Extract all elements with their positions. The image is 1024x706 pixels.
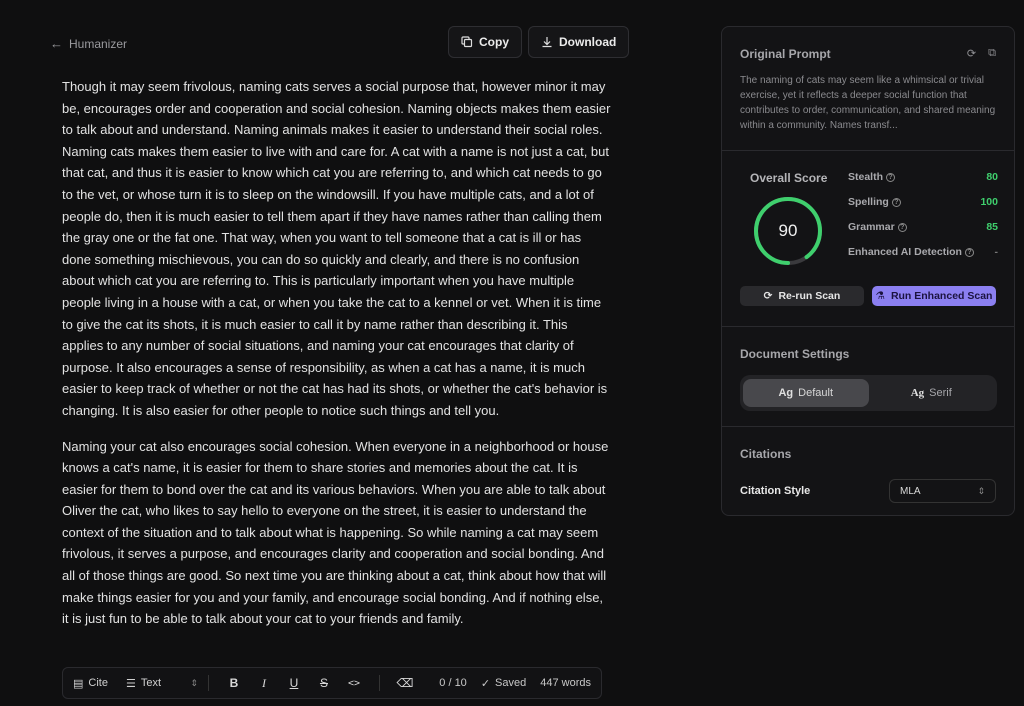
editor-toolbar [62,667,602,699]
citations-title: Citations [740,447,792,461]
metric-value: 85 [986,221,998,233]
download-label: Download [559,35,617,49]
chevron-updown-icon: ⇕ [977,485,985,496]
editor-paragraph: Naming your cat also encourages social cohesion. When everyone in a neighborhood or house knows a cat's name, it is easier for them to share stories and memories about the cat. It is easier for them to bond over the cat and its various behaviors. When you are able to talk about Oliver the cat, who likes to say hello to everyone on the street, it is easier to understand the context of the situation and to talk about what is happening. So while naming a cat may seem frivolous, it serves a purpose, and encourages clarity and cooperation and social bonding. And all of those things are good. So next time you are thinking about a cat, think about how that will make things easier for you and your family, and encourage social bonding. And if nothing else, it is just fun to be able to talk about your cat to your friends and family. [62,438,609,627]
prompt-text: The naming of cats may seem like a whimsical or trivial exercise, yet it reflects a deeper social function that contributes to order, communication, and shared meaning within a community. Names transf... [740,75,996,131]
font-option-default[interactable] [743,379,869,407]
original-prompt-section [722,27,1014,151]
eraser-icon[interactable]: ⌫ [396,676,414,690]
download-icon [541,36,553,48]
side-panel [721,26,1015,516]
citation-style-label: Citation Style [740,485,811,497]
help-icon[interactable]: ? [886,173,895,182]
metric-label: Grammar [848,221,895,233]
toolbar-status [439,677,591,690]
help-icon[interactable]: ? [898,223,907,232]
run-enhanced-scan-button[interactable] [872,286,996,306]
saved-label: Saved [495,677,527,689]
editor-fade [50,640,620,670]
metric-grammar [848,221,998,246]
top-actions [448,26,629,58]
font-segmented-control [740,375,997,411]
document-settings-section [722,327,1014,427]
flask-icon: ⚗ [875,290,885,302]
metric-value: 100 [980,196,998,208]
metric-label: Enhanced AI Detection [848,246,962,258]
copy-button[interactable] [448,26,522,58]
font-glyph: Ag [778,387,794,399]
metrics-list [848,171,998,271]
text-editor[interactable] [62,76,612,664]
text-style-label: Text [140,677,162,689]
saved-status [481,677,526,690]
rerun-scan-button[interactable] [740,286,864,306]
doc-settings-title: Document Settings [740,347,850,361]
text-style-select[interactable] [126,677,198,690]
metric-label: Stealth [848,171,884,183]
prompt-actions [967,47,996,60]
citation-style-select[interactable] [889,479,996,503]
char-counter: 0 / 10 [439,677,467,689]
chevron-updown-icon: ⇕ [190,677,198,688]
arrow-left-icon: ← [50,36,63,51]
score-section [722,151,1014,327]
metric-stealth [848,171,998,196]
metric-value: 80 [986,171,998,183]
back-link[interactable] [50,36,127,51]
font-glyph: Ag [910,387,925,399]
check-icon: ✓ [480,677,491,690]
strikethrough-icon[interactable]: S [319,676,328,690]
code-icon[interactable]: <> [347,677,360,689]
copy-label: Copy [479,35,509,49]
italic-icon[interactable]: I [261,675,266,690]
cite-button[interactable] [73,677,108,690]
toolbar-divider [208,675,209,691]
help-icon[interactable]: ? [892,198,901,207]
metric-enhanced-ai-detection [848,246,998,271]
citation-style-value: MLA [900,485,921,497]
underline-icon[interactable]: U [289,676,299,690]
cite-label: Cite [88,677,108,689]
refresh-icon[interactable]: ⟳ [966,48,977,60]
overall-score-value: 90 [778,221,798,240]
enhanced-label: Run Enhanced Scan [890,290,993,302]
copy-icon[interactable]: ⧉ [988,47,996,59]
font-option-label: Serif [929,387,952,399]
help-icon[interactable]: ? [965,248,974,257]
back-label: Humanizer [69,36,128,51]
word-count: 447 words [540,677,591,689]
font-option-serif[interactable] [869,379,995,407]
prompt-title: Original Prompt [740,47,831,61]
refresh-icon: ⟳ [763,290,773,302]
metric-spelling [848,196,998,221]
copy-icon [461,36,473,48]
rerun-label: Re-run Scan [778,290,841,302]
citations-section [722,427,1014,516]
font-option-label: Default [798,387,834,399]
citation-style-row [740,479,996,503]
scan-actions [740,286,996,306]
text-style-icon: ☰ [125,677,136,690]
metric-value: - [994,246,998,258]
overall-score-label: Overall Score [750,171,828,185]
cite-icon: ▤ [73,677,84,690]
metric-label: Spelling [848,196,889,208]
editor-paragraph: Though it may seem frivolous, naming cats serves a social purpose that, however minor it may be, encourages order and cooperation and social cohesion. Naming objects makes them easier to talk about and understand. Naming animals makes it easier to understand their social roles. Naming cats makes them easier to live with and care for. A cat with a name is not just a cat, but that cat, and thus it is easier to know which cat you are referring to, and which cat needs to go to the vet, or whose turn it is to sleep on the windowsill. If you have multiple cats, and a lot of people do, then it is much easier to tell them apart if they have names rather than calling them the gray one or the fat one. That way, when you want to tell someone that a cat is ill or has done something mischievous, you can do so quickly and clearly, and there is no confusion about which cat you are referring to. This is particularly important when you have multiple people living in a house with a cat, or when you take the cat to a kennel or vet. When it is time to give the cat its shots, it is much easier to call it by name rather than describing it. This applies to any number of social situations, and naming your cat encourages that clarity of purpose. It also encourages a sense of responsibility, as when a cat has a name, it is much easier to keep track of whether or not the cat has had its shots, or whether the cat's behavior is changing. It is also easier for other people to notice such things and tell you. [62,79,611,418]
bold-icon[interactable]: B [229,676,239,690]
download-button[interactable] [528,26,629,58]
toolbar-divider [379,675,380,691]
